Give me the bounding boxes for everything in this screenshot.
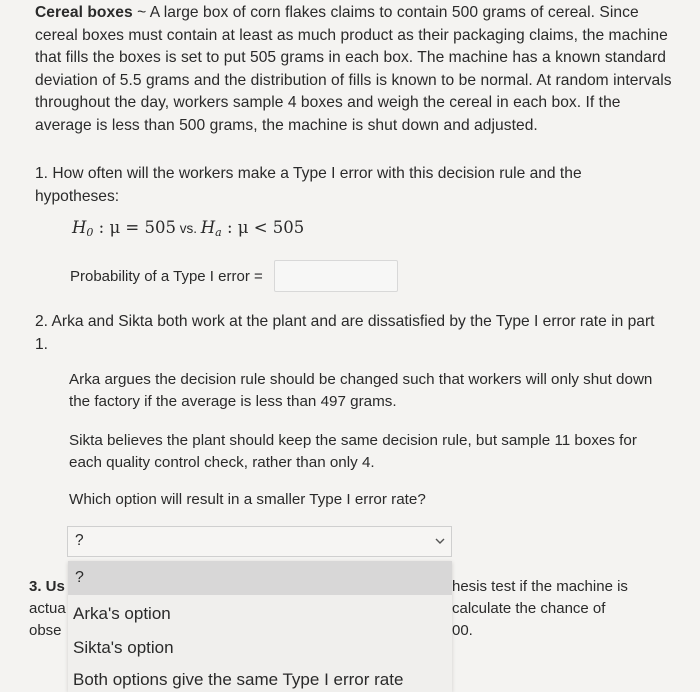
h0-symbol: H: [72, 218, 87, 237]
type1-prob-input[interactable]: [274, 260, 398, 292]
q3-right-line: 00.: [452, 622, 473, 639]
dropdown-option-arka[interactable]: Arka's option: [73, 604, 171, 623]
arka-paragraph: Arka argues the decision rule should be changed such that workers will only shut down the factory if the average is less than 497 grams.: [69, 371, 653, 410]
dropdown-option-placeholder[interactable]: [68, 561, 452, 595]
q3-left-line: 3. Us: [29, 578, 65, 595]
question-3-left: [29, 576, 66, 642]
ha-statement: : μ < 505: [221, 218, 305, 237]
h0-subscript: 0: [86, 226, 94, 239]
h0-statement: : μ = 505: [93, 218, 176, 237]
q3-left-line: obse: [29, 622, 62, 639]
ha-subscript: a: [215, 226, 222, 239]
q3-left-line: actua: [29, 600, 66, 617]
q3-right-line: hesis test if the machine is: [452, 578, 628, 595]
select-value: ?: [75, 532, 84, 549]
problem-title: Cereal boxes: [35, 4, 133, 21]
ha-symbol: H: [200, 218, 216, 237]
chevron-down-icon: [435, 536, 445, 546]
question-2-text: 2. Arka and Sikta both work at the plant and are dissatisfied by the Type I error rate in part 1.: [35, 313, 655, 353]
dropdown-option-sikta[interactable]: Sikta's option: [73, 638, 174, 657]
option-select[interactable]: [67, 526, 452, 557]
question-1-text: 1. How often will the workers make a Type I error with this decision rule and the hypotheses:: [35, 165, 582, 205]
problem-description: ~ A large box of corn flakes claims to contain 500 grams of cereal. Since cereal boxes must contain at least as much product as their packaging claims, the machine that fills the boxes is set to put 505 grams in each box. The machine has a known standard deviation of 5.5 grams and the distribution of fills is known to be normal. At random intervals throughout the day, workers sample 4 boxes and weigh the cereal in each box. If the average is less than 500 grams, the machine is shut down and adjusted.: [35, 4, 672, 134]
which-option-prompt: Which option will result in a smaller Type I error rate?: [69, 491, 426, 508]
type1-prob-label: Probability of a Type I error =: [70, 267, 263, 285]
dropdown-option-both[interactable]: Both options give the same Type I error rate: [73, 670, 404, 689]
option-dropdown-list: [68, 561, 452, 692]
type1-prob-row: [70, 260, 398, 292]
dropdown-option-label: ?: [75, 569, 84, 586]
question-3-right: [452, 576, 628, 642]
q3-right-line: calculate the chance of: [452, 600, 606, 617]
hypotheses: [72, 218, 304, 239]
sikta-paragraph: Sikta believes the plant should keep the same decision rule, but sample 11 boxes for each quality control check, rather than only 4.: [69, 432, 637, 471]
problem-intro: [35, 2, 675, 138]
hyp-vs: vs.: [175, 221, 201, 236]
